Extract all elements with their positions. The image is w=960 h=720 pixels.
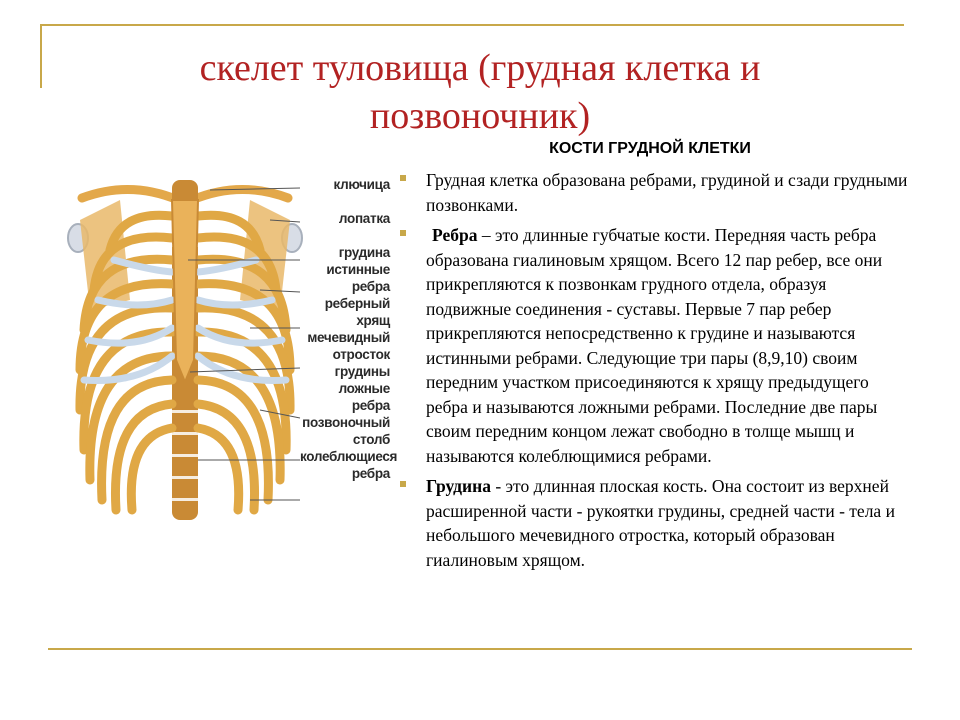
right-clavicle [192, 189, 288, 200]
label-khryashch: хрящ [356, 313, 390, 328]
left-clavicle [82, 189, 178, 200]
label-koleblyushchiesya: колеблющиеся [300, 449, 398, 464]
label-stolb: столб [352, 432, 390, 447]
title-line-2: позвоночник) [369, 95, 591, 137]
label-rebra-3: ребра [351, 466, 390, 481]
paragraph-3 [396, 474, 912, 572]
label-grudiny: грудины [334, 364, 390, 379]
label-klyuchitsa: ключица [333, 177, 390, 192]
paragraph-2-text: – это длинные губчатые кости. Передняя часть ребра образована гиалиновым хрящом. Всего 12 пар ребер, все они прикрепляются к позвонкам грудного отдела, образуя подвижные соединения - суставы. Первые 7 пар ребер прикрепляются непосредственно к грудине и называются истинными ребрами. Следующие три пары (8,9,10) своим передним участком присоединяются к хрящу предыдущего ребра и называются ложными ребрами. Последние две пары своим передним концом лежат свободно в толще мышц и называются колеблющимися ребрами. [426, 225, 883, 466]
figure-labels [300, 176, 398, 482]
title-line-1: скелет туловища (грудная клетка и [199, 47, 761, 89]
paragraph-3-text: - это длинная плоская кость. Она состоит из верхней расширенной части - рукоятки грудины, средней части - тела и небольшого мечевидного отростка, который образован гиалиновым хрящом. [426, 476, 895, 570]
bullet-square-icon [400, 230, 406, 236]
label-lopatka: лопатка [338, 211, 390, 226]
label-pozvonochnyi: позвоночный [302, 415, 390, 430]
label-rebra-1: ребра [351, 279, 390, 294]
slide-title [60, 44, 900, 140]
paragraph-1 [396, 168, 912, 217]
paragraph-2 [396, 223, 912, 468]
label-istinnye: истинные [326, 262, 390, 277]
label-rebernyi: реберный [324, 296, 390, 311]
bottom-rule [48, 648, 912, 650]
label-otrostok: отросток [332, 347, 390, 362]
bullet-square-icon [400, 175, 406, 181]
bullet-square-icon [400, 481, 406, 487]
paragraph-1-text: Грудная клетка образована ребрами, грудиной и сзади грудными позвонками. [426, 170, 908, 215]
paragraph-3-term: Грудина [426, 476, 491, 496]
body-text [396, 168, 912, 578]
left-rule [40, 24, 42, 88]
label-rebra-2: ребра [351, 398, 390, 413]
label-mechevidnyi: мечевидный [307, 330, 390, 345]
sternum [172, 200, 198, 382]
label-grudina: грудина [338, 245, 390, 260]
top-rule [40, 24, 904, 26]
paragraph-2-term: Ребра [432, 225, 478, 245]
section-heading: КОСТИ ГРУДНОЙ КЛЕТКИ [549, 140, 751, 157]
label-lozhnye: ложные [338, 381, 390, 396]
